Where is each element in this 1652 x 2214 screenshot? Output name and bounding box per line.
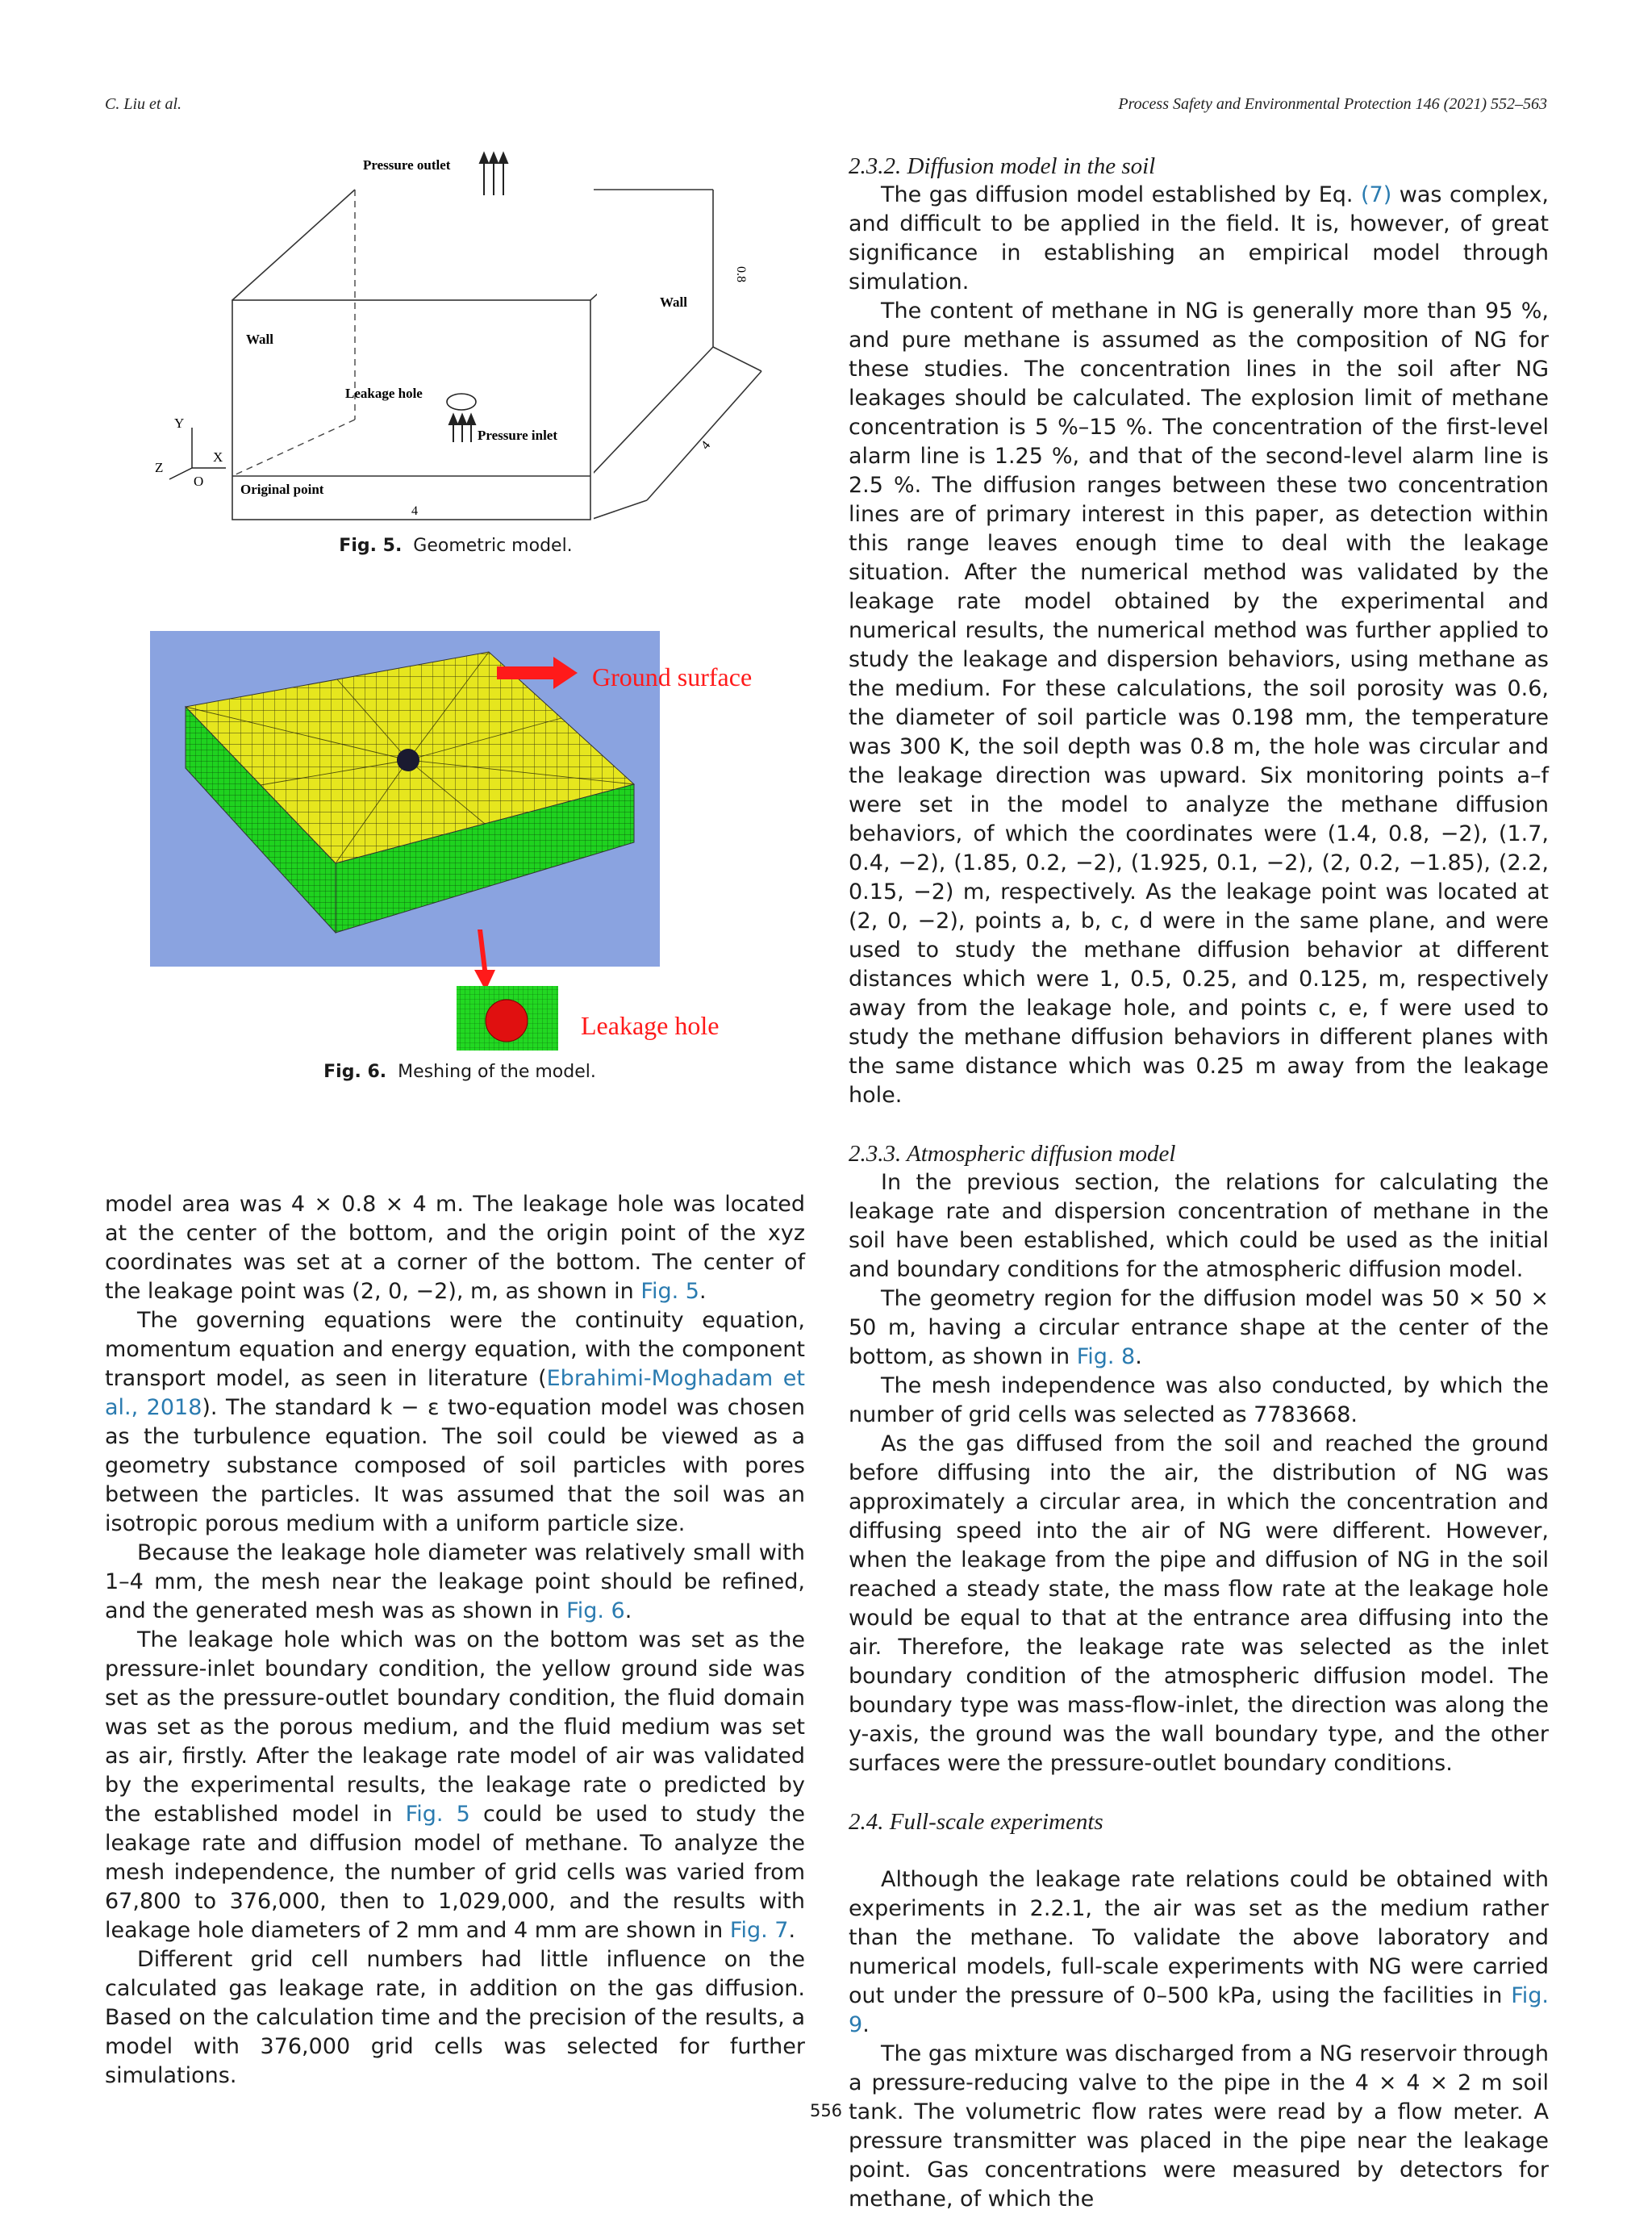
left-paragraph-1: model area was 4 × 0.8 × 4 m. The leakage hole was located at the center of the bottom, and the origin point of the xyz coordinates was set at a corner of the bottom. The center of the leakage point was (2, 0, −2), m, as shown in Fig. 5. [105, 1192, 805, 1304]
running-header-authors: C. Liu et al. [105, 95, 182, 113]
s232-paragraph-2: The content of methane in NG is generally more than 95 %, and pure methane is assumed as the composition of NG for these studies. The concentration lines in the soil after NG leakages should be calculated. The explosion limit of methane concentration is 5 %–15 %. The concentration of the first-level alarm line is 1.25 %, and that of the second-level alarm line is 2.5 %. The diffusion ranges between these two concentration lines are of primary interest in this paper, as detection within this range leaves enough time to deal with the leakage situation. After the numerical method was validated by the leakage rate model obtained by the experimental and numerical results, the numerical method was further applied to study the leakage and dispersion behaviors, using methane as the medium. For these calculations, the soil porosity was 0.6, the diameter of soil particle was 0.198 mm, the temperature was 300 K, the soil depth was 0.8 m, the hole was circular and the leakage direction was upward. Six monitoring points a–f were set in the model to analyze the methane diffusion behaviors, of which the coordinates were (1.4, 0.8, −2), (1.7, 0.4, −2), (1.85, 0.2, −2), (1.925, 0.1, −2), (2, 0.2, −1.85), (2.2, 0.15, −2) m, respectively. As the leakage point was located at (2, 0, −2), points a, b, c, d were in the same plane, and were used to study the methane diffusion behavior at different distances which were 1, 0.5, 0.25, and 0.125, m, respectively away from the leakage hole, and points c, e, f were used to study the methane diffusion behaviors in different planes with the same distance which was 0.25 m away from the leakage hole. [849, 299, 1549, 1108]
label-depth: 4 [699, 438, 714, 453]
label-height: 0.8 [734, 266, 748, 282]
ref-ebrahimi[interactable]: Ebrahimi-Moghadam et al., 2018 [105, 1366, 805, 1420]
axis-o-label: O [194, 474, 204, 489]
left-column [105, 1190, 805, 2091]
leakage-hole-ellipse [447, 394, 476, 410]
label-leakage-hole-mesh: Leakage hole [581, 1011, 720, 1040]
ref-fig6[interactable]: Fig. 6 [566, 1598, 625, 1623]
ref-fig5-b[interactable]: Fig. 5 [405, 1802, 470, 1827]
label-wall-right: Wall [660, 295, 688, 310]
left-paragraph-5: Different grid cell numbers had little influence on the calculated gas leakage rate, in addition on the gas diffusion. Based on the calculation time and the precision of the results, a model with 376,000 grid cells was selected for further simulations. [105, 1947, 805, 2088]
figure-5-caption-text: Geometric model. [413, 536, 573, 556]
label-ground-surface: Ground surface [592, 662, 753, 691]
figure-5-geometric-model [145, 145, 597, 524]
figure-5-caption-label: Fig. 5. [339, 536, 403, 556]
page-number: 556 [809, 2101, 843, 2120]
s24-paragraph-2: The gas mixture was discharged from a NG reservoir through a pressure-reducing valve to the pipe in the 4 × 4 × 2 m soil tank. The volumetric flow rates were read by a flow meter. A pressure transmitter was placed in the pipe near the leakage point. Gas concentrations were measured by detectors for methane, of which the [849, 2041, 1549, 2212]
figure-6-caption-text: Meshing of the model. [398, 1062, 596, 1082]
running-header-journal: Process Safety and Environmental Protection 146 (2021) 552–563 [1118, 95, 1547, 113]
section-2-3-3-title: 2.3.3. Atmospheric diffusion model [849, 1141, 1176, 1167]
ref-fig7[interactable]: Fig. 7 [729, 1918, 789, 1943]
left-paragraph-2: The governing equations were the continuity equation, momentum equation and energy equation, with the component transport model, as seen in literature (Ebrahimi-Moghadam et al., 2018). The standard k − ε two-equation model was chosen as the turbulence equation. The soil could be viewed as a geometry substance composed of soil particles with pores between the particles. It was assumed that the soil was an isotropic porous medium with a uniform particle size. [105, 1308, 806, 1536]
ref-fig5[interactable]: Fig. 5 [640, 1279, 699, 1304]
figure-5-caption [315, 536, 597, 556]
figure-6-mesh [150, 631, 828, 1051]
figure-5-right-part [594, 145, 795, 524]
s233-paragraph-2: The geometry region for the diffusion model was 50 × 50 × 50 m, having a circular entrance shape at the center of the bottom, as shown in Fig. 8. [849, 1286, 1549, 1369]
label-pressure-outlet: Pressure outlet [363, 157, 451, 173]
right-column [849, 152, 1549, 2214]
ref-eq7[interactable]: (7) [1361, 182, 1392, 207]
s233-paragraph-3: The mesh independence was also conducted, by which the number of grid cells was selected as 7783668. [849, 1373, 1549, 1427]
s233-paragraph-1: In the previous section, the relations for calculating the leakage rate and dispersion concentration of methane in the soil have been established, which could be used as the initial and boundary conditions for the atmospheric diffusion model. [849, 1170, 1549, 1282]
left-paragraph-4: The leakage hole which was on the bottom was set as the pressure-inlet boundary condition, the yellow ground side was set as the pressure-outlet boundary condition, the fluid domain was set as the porous medium, and the fluid medium was set as air, firstly. After the leakage rate model of air was validated by the experimental results, the leakage rate o predicted by the established model in Fig. 5 could be used to study the leakage rate and diffusion model of methane. To analyze the mesh independence, the number of grid cells was varied from 67,800 to 376,000, then to 1,029,000, and the results with leakage hole diameters of 2 mm and 4 mm are shown in Fig. 7. [105, 1627, 805, 1943]
axis-x-label: X [213, 449, 223, 465]
axis-y-label: Y [174, 416, 185, 431]
inlet-arrows-icon [449, 415, 475, 442]
s232-paragraph-1: The gas diffusion model established by Eq. (7) was complex, and difficult to be applied in the field. It is, however, of great significance in establishing an empirical model through simulation. [849, 182, 1549, 295]
s24-paragraph-1: Although the leakage rate relations could be obtained with experiments in 2.2.1, the air was set as the medium rather than the methane. To validate the above laboratory and numerical models, full-scale experiments with NG were carried out under the pressure of 0–500 kPa, using the facilities in Fig. 9. [849, 1867, 1549, 2037]
ref-fig8[interactable]: Fig. 8 [1076, 1344, 1136, 1369]
s233-paragraph-4: As the gas diffused from the soil and reached the ground before diffusing into the air, the distribution of NG was approximately a circular area, in which the concentration and diffusing speed into the air of NG were different. However, when the leakage from the pipe and diffusion of NG in the soil reached a steady state, the mass flow rate at the leakage hole would be equal to that at the entrance area diffusing into the air. Therefore, the leakage rate was selected as the inlet boundary condition of the atmospheric diffusion model. The boundary type was mass-flow-inlet, the direction was along the y-axis, the ground was the wall boundary type, and the other surfaces were the pressure-outlet boundary conditions. [849, 1431, 1549, 1776]
label-original-point: Original point [240, 482, 324, 497]
label-leakage-hole: Leakage hole [345, 386, 423, 401]
left-paragraph-3: Because the leakage hole diameter was relatively small with 1–4 mm, the mesh near the leakage point should be refined, and the generated mesh was as shown in Fig. 6. [105, 1540, 805, 1623]
ref-fig9[interactable]: Fig. 9 [849, 1983, 1549, 2037]
axis-z-label: Z [155, 460, 164, 475]
section-2-4-title: 2.4. Full-scale experiments [849, 1809, 1103, 1835]
label-width: 4 [411, 504, 418, 518]
leakage-hole-marker [486, 1000, 528, 1042]
section-2-3-2-title: 2.3.2. Diffusion model in the soil [849, 153, 1156, 179]
mesh-center-dense [397, 749, 419, 771]
label-wall-left: Wall [246, 332, 274, 347]
figure-6-caption-label: Fig. 6. [323, 1062, 387, 1082]
label-pressure-inlet: Pressure inlet [478, 428, 557, 443]
outlet-arrows-icon [480, 153, 507, 195]
figure-6-caption [307, 1062, 613, 1082]
